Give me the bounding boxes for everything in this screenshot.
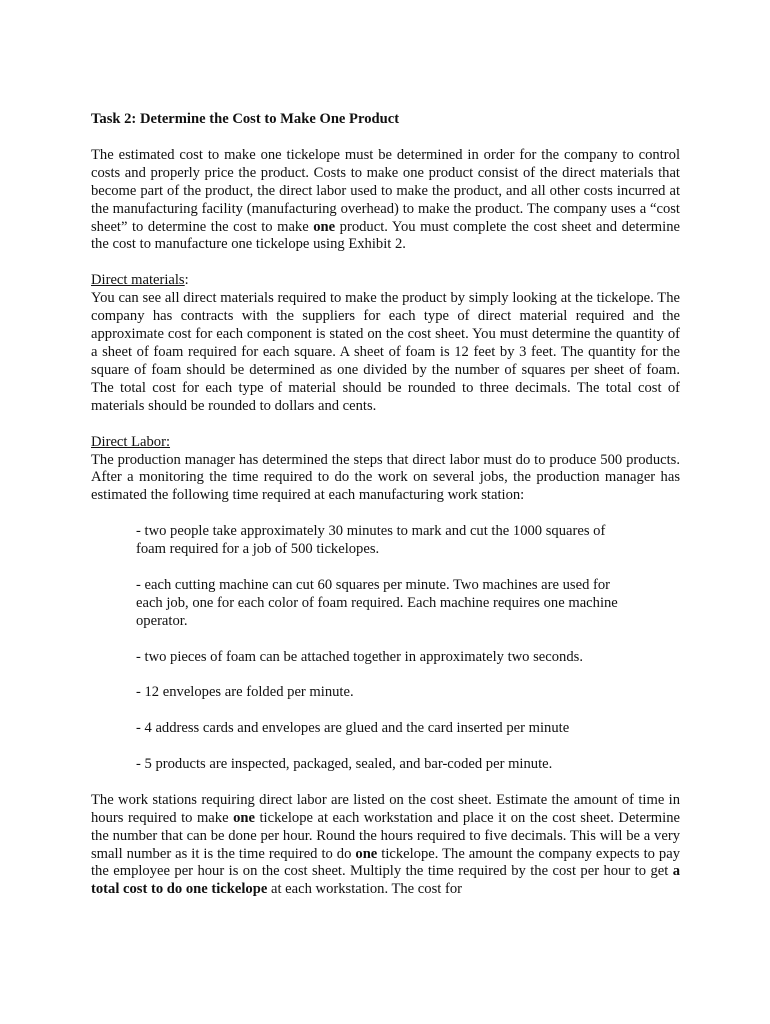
document-page (91, 111, 680, 917)
direct-materials-body: You can see all direct materials required to make the product by simply looking at the tickelope. The company has contracts with the suppliers for each type of direct material required and the approximate cost for each component is stated on the cost sheet. You must determine the quantity of a sheet of foam required for each square. A sheet of foam is 12 feet by 3 feet. The quantity for the square of foam should be determined as one divided by the number of squares per sheet of foam. The total cost for each type of material should be rounded to three decimals. The total cost of materials should be rounded to dollars and cents. (91, 290, 680, 414)
list-item (91, 720, 680, 738)
labor-step-text: - two pieces of foam can be attached together in approximately two seconds. (136, 648, 583, 665)
labor-step-text: - 5 products are inspected, packaged, sealed, and bar-coded per minute. (136, 755, 553, 772)
list-item (91, 649, 680, 667)
labor-steps-list (91, 523, 680, 774)
direct-labor-heading: Direct Labor: (91, 433, 171, 450)
intro-bold-one: one (313, 218, 336, 235)
closing-paragraph (91, 792, 680, 899)
list-item (91, 523, 680, 559)
intro-paragraph (91, 147, 680, 254)
list-item (91, 577, 680, 631)
direct-materials-section (91, 272, 680, 415)
list-item (91, 684, 680, 702)
task-title: Task 2: Determine the Cost to Make One Product (91, 111, 400, 127)
closing-text-3: tickelope. The amount the company expects to pay the employee per hour is on the cost sheet. Multiply the time required by the cost per hour to get (91, 845, 681, 880)
direct-materials-heading (91, 272, 680, 290)
closing-text-4: at each workstation. The cost for (267, 881, 462, 898)
closing-bold-3: a total cost to do one tickelope (91, 863, 680, 898)
labor-step-text: - each cutting machine can cut 60 squares per minute. Two machines are used for each job, one for each color of foam required. Each machine requires one machine operator. (136, 576, 618, 629)
closing-bold-1: one (233, 809, 255, 826)
direct-materials-heading-text: Direct materials (91, 272, 185, 289)
intro-text-1: The estimated cost to make one tickelope must be determined in order for the company to control costs and properly price the product. Costs to make one product consist of the direct materials that become part of the product, the direct labor used to make the product, and all other costs incurred at the manufacturing facility (manufacturing overhead) to make the product. The company uses a “cost sheet” to determine the cost to make (91, 146, 680, 235)
direct-labor-section (91, 434, 680, 506)
labor-step-text: - 12 envelopes are folded per minute. (136, 684, 354, 701)
labor-step-text: - 4 address cards and envelopes are glued and the card inserted per minute (136, 720, 570, 737)
direct-labor-body: The production manager has determined the steps that direct labor must do to produce 500 products. After a monitoring the time required to do the work on several jobs, the production manager has estimated the following time required at each manufacturing work station: (91, 451, 680, 504)
list-item (91, 756, 680, 774)
closing-bold-2: one (355, 845, 378, 862)
intro-text-2: product. You must complete the cost sheet and determine the cost to manufacture one tickelope using Exhibit 2. (91, 218, 680, 253)
closing-text-1: The work stations requiring direct labor are listed on the cost sheet. Estimate the amount of time in hours required to make (91, 791, 680, 826)
closing-text-2: tickelope at each workstation and place it on the cost sheet. Determine the number that can be done per hour. Round the hours required to five decimals. This will be a very small number as it is the time required to do (91, 809, 680, 862)
labor-step-text: - two people take approximately 30 minutes to mark and cut the 1000 squares of foam required for a job of 500 tickelopes. (136, 523, 606, 558)
direct-materials-heading-colon: : (184, 272, 189, 289)
